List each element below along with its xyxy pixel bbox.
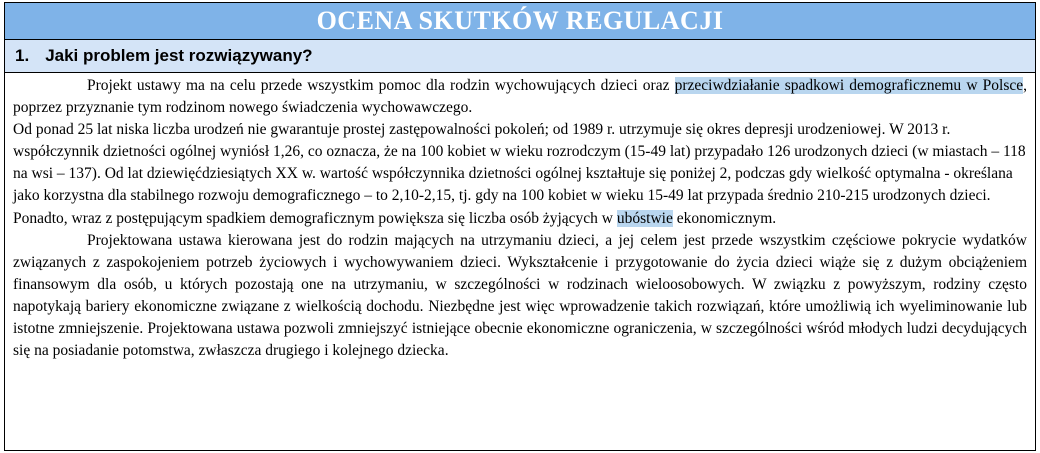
- section-body: [5, 73, 1035, 362]
- paragraph-demography-text: Od ponad 25 lat niska liczba urodzeń nie gwarantuje prostej zastępowalności pokoleń; od 1989 r. utrzymuje się okres depresji urodzeniowej. W 2013 r. współczynnik dzietności ogólnej wyniósł 1,26, co oznacza, że na 100 kobiet w wieku rozrodczym (15-49 lat) przypadało 126 urodzonych dzieci (w miastach – 118 na wsi – 137). Od lat dziewięćdziesiątych XX w. wartość współczynnika dzietności ogólnej kształtuje się poniżej 2, podczas gdy wielkość optymalna - określana jako korzystna dla stabilnego rozwoju demograficznego – to 2,10-2,15, tj. gdy na 100 kobiet w wieku 15-49 lat przypada średnio 210-215 urodzonych dzieci. Ponadto, wraz z postępującym spadkiem demograficznym powiększa się liczba osób żyjących w: [13, 121, 1026, 227]
- section-header: [5, 40, 1035, 73]
- highlighted-word: ubóstwie: [616, 209, 673, 227]
- section-number: 1.: [15, 46, 30, 65]
- paragraph-demography: [13, 119, 1027, 229]
- document-title: OCENA SKUTKÓW REGULACJI: [316, 6, 724, 35]
- document-frame: [4, 2, 1036, 451]
- section-heading: Jaki problem jest rozwiązywany?: [45, 46, 313, 65]
- paragraph-demography-text-end: ekonomicznym.: [672, 209, 777, 227]
- highlighted-phrase: przeciwdziałanie spadkowi demograficznemu w Polsce: [674, 77, 1024, 94]
- paragraph-intro: [13, 75, 1027, 119]
- title-bar: [5, 3, 1035, 40]
- paragraph-intro-text-end: , poprzez przyznanie tym rodzinom nowego świadczenia wychowawczego.: [13, 77, 1027, 117]
- paragraph-intro-text: Projekt ustawy ma na celu przede wszystkim pomoc dla rodzin wychowujących dzieci oraz: [87, 77, 675, 94]
- paragraph-goals: Projektowana ustawa kierowana jest do rodzin mających na utrzymaniu dzieci, a jej celem jest przede wszystkim częściowe pokrycie wydatków związanych z zaspokojeniem potrzeb życiowych i wychowywaniem dzieci. Wykształcenie i przygotowanie do życia dzieci wiąże się z dużym obciążeniem finansowym dla osób, u których pozostają one na utrzymaniu, w szczególności w rodzinach wieloosobowych. W związku z powyższym, rodziny często napotykają bariery ekonomiczne związane z wielkością dochodu. Niezbędne jest więc wprowadzenie takich rozwiązań, które umożliwią ich wyeliminowanie lub istotne zmniejszenie. Projektowana ustawa pozwoli zmniejszyć istniejące obecnie ekonomiczne ograniczenia, w szczególności wśród młodych ludzi decydujących się na posiadanie potomstwa, zwłaszcza drugiego i kolejnego dziecka.: [13, 231, 1027, 360]
